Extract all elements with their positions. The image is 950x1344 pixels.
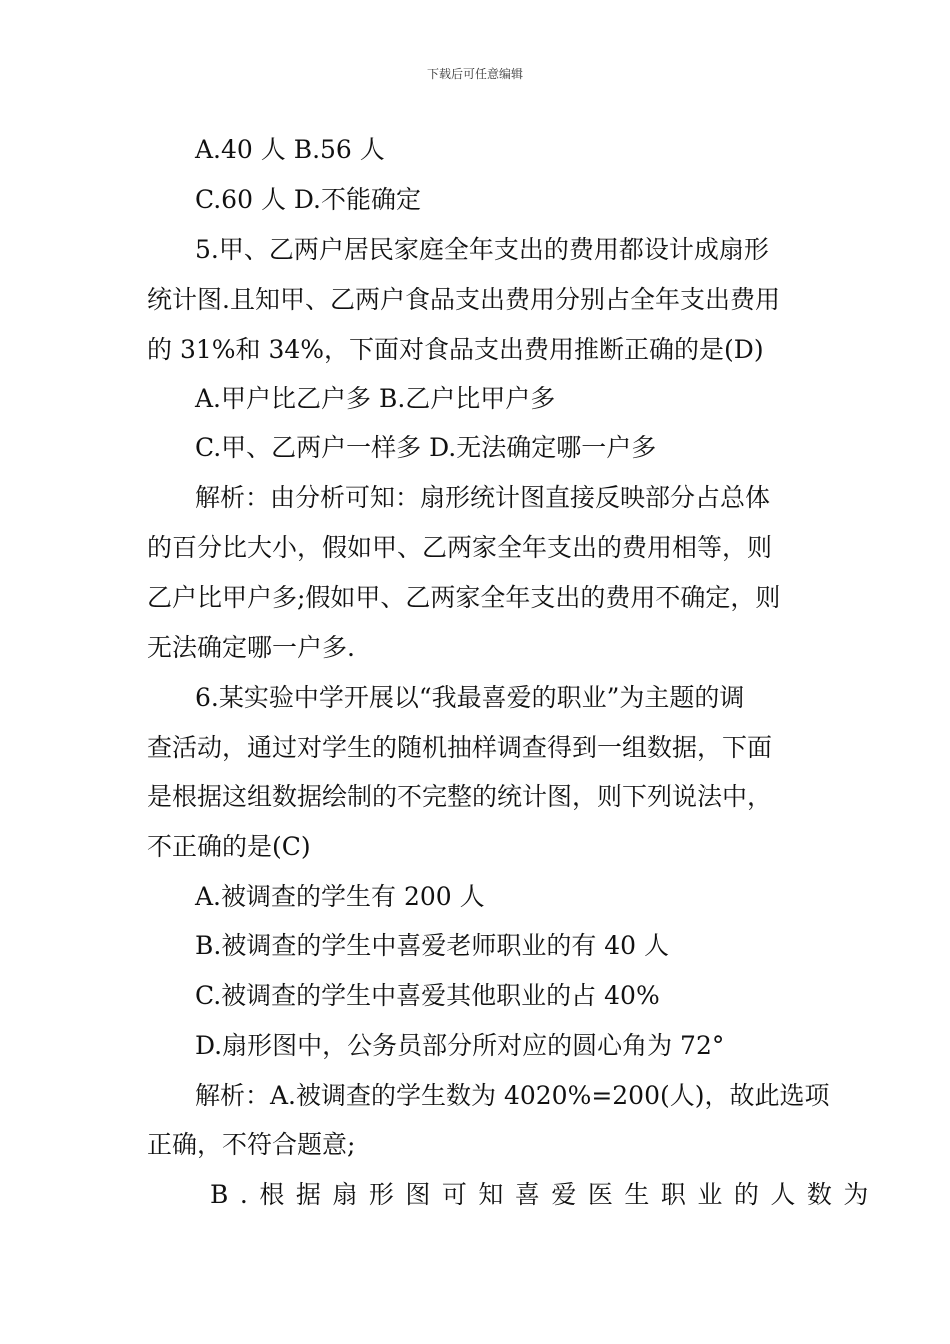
analysis-line: B.根据扇形图可知喜爱医生职业的人数为: [210, 1180, 880, 1209]
question-6-line: 是根据这组数据绘制的不完整的统计图，则下列说法中，: [147, 782, 773, 811]
option-line: B.被调查的学生中喜爱老师职业的有 40 人: [195, 931, 670, 960]
option-line: A.40 人 B.56 人: [195, 135, 385, 164]
page-header: 下载后可任意编辑: [426, 67, 523, 81]
analysis-line: 解析：A.被调查的学生数为 4020%=200(人)，故此选项: [195, 1081, 830, 1110]
analysis-line: 解析：由分析可知：扇形统计图直接反映部分占总体: [195, 483, 771, 512]
analysis-line: 乙户比甲户多;假如甲、乙两家全年支出的费用不确定，则: [147, 583, 781, 612]
analysis-line: 无法确定哪一户多.: [147, 633, 355, 662]
question-6-line: 6.某实验中学开展以“我最喜爱的职业”为主题的调: [195, 683, 745, 712]
option-line: D.扇形图中，公务员部分所对应的圆心角为 72°: [195, 1031, 725, 1060]
question-5-line: 的 31%和 34%，下面对食品支出费用推断正确的是(D): [147, 335, 764, 364]
option-line: C.甲、乙两户一样多 D.无法确定哪一户多: [195, 433, 657, 462]
analysis-line: 的百分比大小，假如甲、乙两家全年支出的费用相等，则: [147, 533, 773, 562]
question-5-line: 统计图.且知甲、乙两户食品支出费用分别占全年支出费用: [147, 285, 780, 314]
question-6-line: 查活动，通过对学生的随机抽样调查得到一组数据，下面: [147, 733, 773, 762]
option-line: A.被调查的学生有 200 人: [195, 882, 485, 911]
option-line: A.甲户比乙户多 B.乙户比甲户多: [195, 384, 556, 413]
analysis-line: 正确，不符合题意;: [147, 1130, 356, 1159]
option-line: C.被调查的学生中喜爱其他职业的占 40%: [195, 981, 660, 1010]
option-line: C.60 人 D.不能确定: [195, 185, 421, 214]
question-6-line: 不正确的是(C): [147, 832, 311, 861]
question-5-line: 5.甲、乙两户居民家庭全年支出的费用都设计成扇形: [195, 235, 769, 264]
